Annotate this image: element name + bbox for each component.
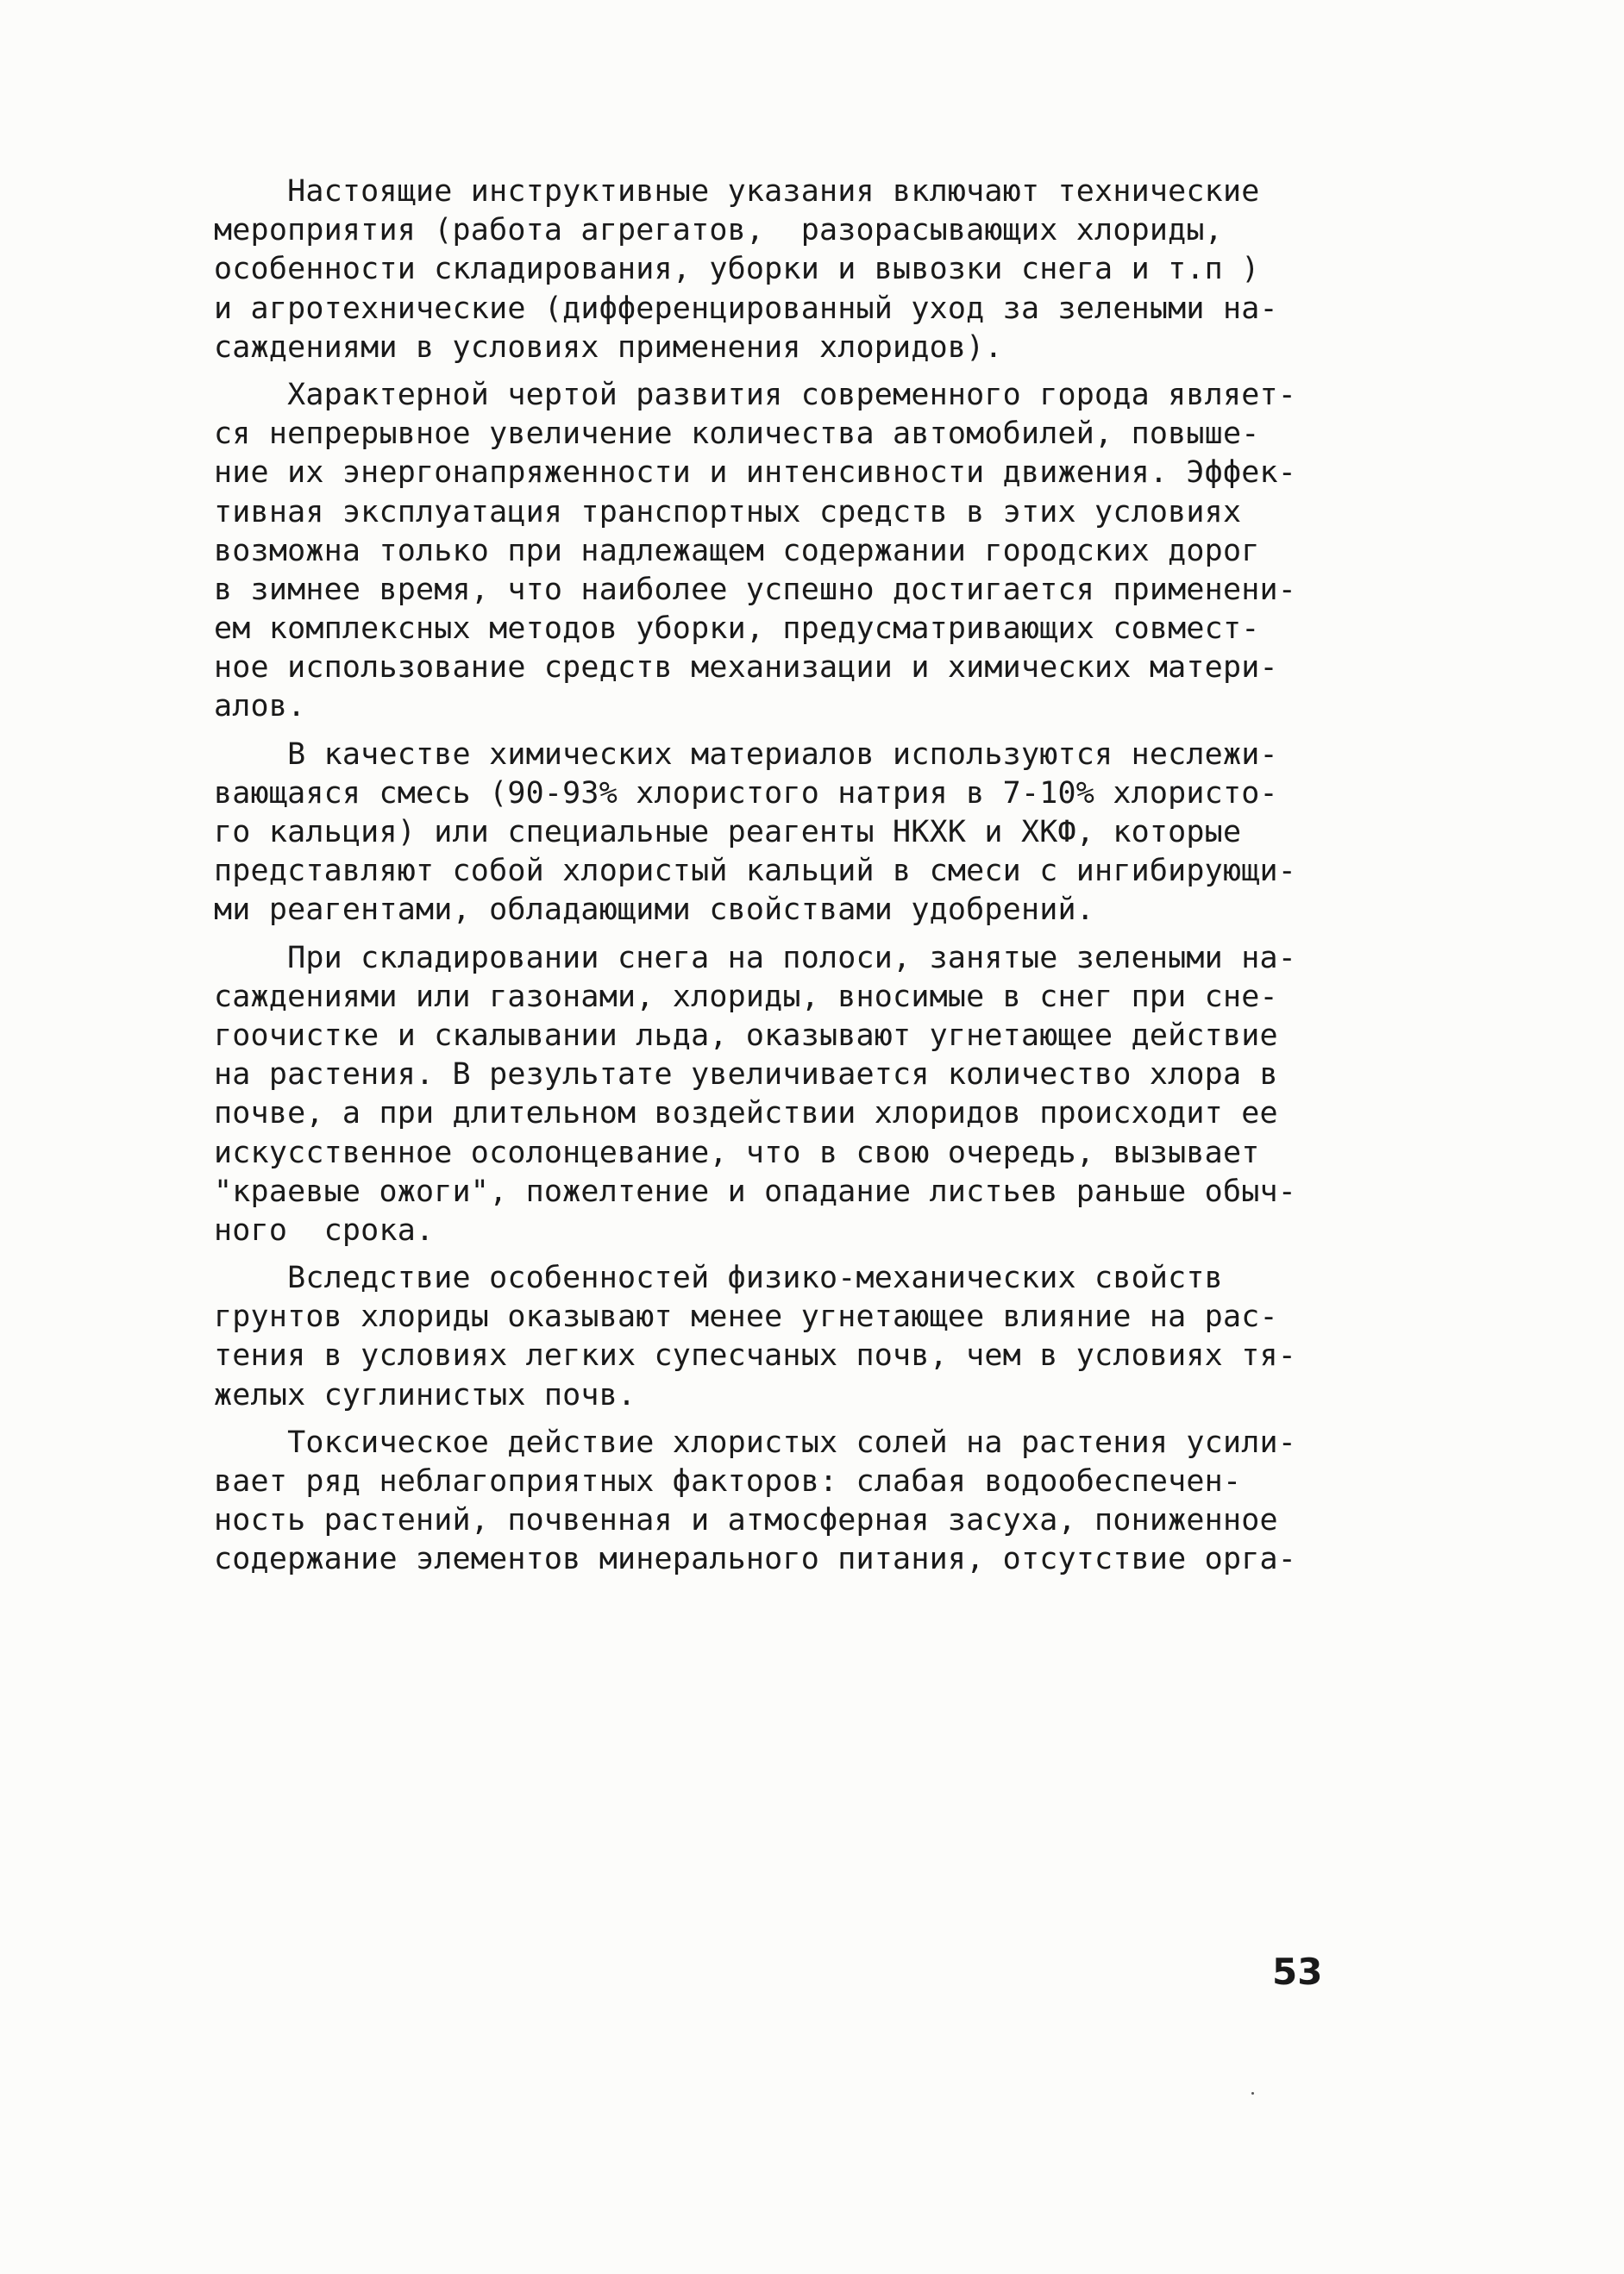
text-line: на растения. В результате увеличивается количество хлора в: [214, 1057, 1278, 1093]
text-line: ность растений, почвенная и атмосферная засуха, пониженное: [214, 1503, 1278, 1538]
paragraph: [214, 1259, 1326, 1415]
text-line: Характерной чертой развития современного города являет-: [214, 377, 1297, 412]
text-line: в зимнее время, что наиболее успешно достигается применени-: [214, 572, 1297, 607]
paragraph: [214, 376, 1326, 727]
page-number: 53: [1272, 1951, 1323, 1993]
paragraph-gap: [214, 367, 1326, 376]
text-line: ного срока.: [214, 1212, 435, 1248]
text-line: Вследствие особенностей физико-механических свойств: [214, 1261, 1223, 1296]
text-line: ем комплексных методов уборки, предусматривающих совмест-: [214, 611, 1260, 647]
paragraph: [214, 736, 1326, 930]
paragraph-gap: [214, 1250, 1326, 1259]
text-line: ми реагентами, обладающими свойствами удобрений.: [214, 893, 1095, 928]
text-line: возможна только при надлежащем содержании городских дорог: [214, 533, 1260, 568]
paragraph-gap: [214, 727, 1326, 736]
text-line: тивная эксплуатация транспортных средств в этих условиях: [214, 494, 1242, 529]
paragraph-gap: [214, 930, 1326, 939]
text-line: и агротехнические (дифференцированный уход за зелеными на-: [214, 291, 1278, 326]
text-line: При складировании снега на полоси, занятые зелеными на-: [214, 940, 1297, 975]
text-line: содержание элементов минерального питания, отсутствие орга-: [214, 1542, 1297, 1577]
text-line: представляют собой хлористый кальций в смеси с ингибирующи-: [214, 854, 1297, 889]
text-line: особенности складирования, уборки и вывозки снега и т.п ): [214, 252, 1260, 287]
paragraph: [214, 939, 1326, 1251]
text-line: ся непрерывное увеличение количества автомобилей, повыше-: [214, 417, 1260, 452]
text-line: гоочистке и скалывании льда, оказывают угнетающее действие: [214, 1018, 1278, 1053]
text-line: тения в условиях легких супесчаных почв, чем в условиях тя-: [214, 1338, 1297, 1374]
text-line: Настоящие инструктивные указания включают технические: [214, 174, 1260, 209]
paragraph: [214, 1424, 1326, 1580]
text-line: "краевые ожоги", пожелтение и опадание листьев раньше обыч-: [214, 1174, 1297, 1209]
body-text: [214, 172, 1326, 1580]
text-line: вает ряд неблагоприятных факторов: слабая водообеспечен-: [214, 1464, 1242, 1499]
paragraph: [214, 172, 1326, 367]
text-line: грунтов хлориды оказывают менее угнетающее влияние на рас-: [214, 1300, 1278, 1335]
text-line: мероприятия (работа агрегатов, разорасывающих хлориды,: [214, 213, 1223, 248]
text-line: саждениями или газонами, хлориды, вносимые в снег при сне-: [214, 979, 1278, 1014]
text-line: саждениями в условиях применения хлоридов).: [214, 329, 1003, 365]
text-line: Токсическое действие хлористых солей на растения усили-: [214, 1425, 1297, 1460]
text-line: ное использование средств механизации и химических матери-: [214, 650, 1278, 686]
text-line: желых суглинистых почв.: [214, 1377, 636, 1413]
text-line: почве, а при длительном воздействии хлоридов происходит ее: [214, 1096, 1278, 1131]
text-line: вающаяся смесь (90-93% хлористого натрия в 7-10% хлористо-: [214, 775, 1278, 811]
text-line: го кальция) или специальные реагенты НКХК и ХКФ, которые: [214, 815, 1242, 849]
text-line: ние их энергонапряженности и интенсивности движения. Эффек-: [214, 455, 1297, 491]
text-line: алов.: [214, 689, 306, 724]
paragraph-gap: [214, 1415, 1326, 1424]
text-line: искусственное осолонцевание, что в свою очередь, вызывает: [214, 1135, 1260, 1170]
scan-speck: [1251, 2092, 1254, 2095]
text-line: В качестве химических материалов используются неслежи-: [214, 736, 1278, 772]
